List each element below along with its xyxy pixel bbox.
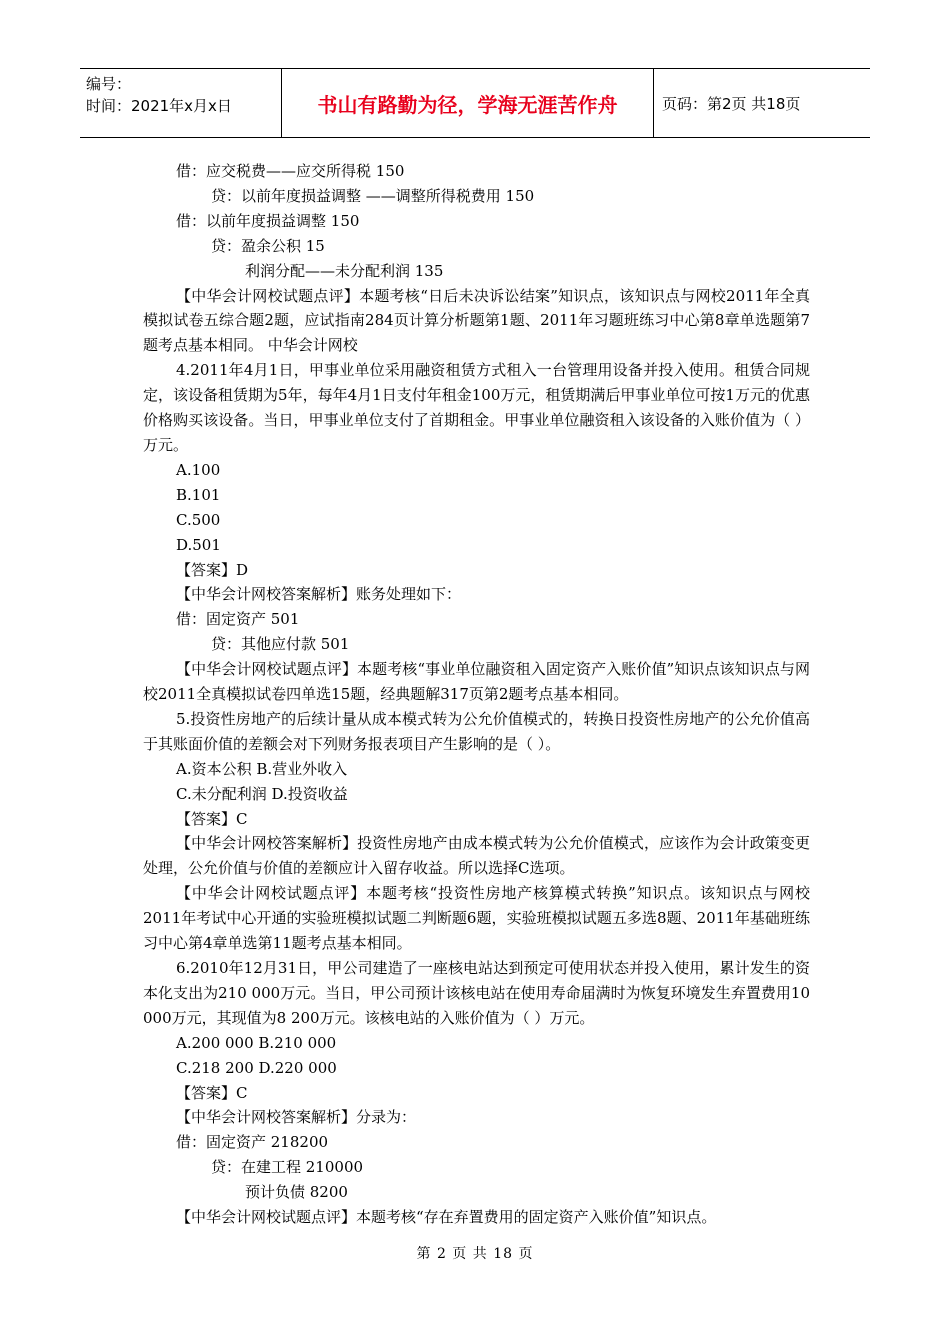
text-line: 利润分配——未分配利润 135 <box>245 261 444 280</box>
text-line: 【答案】C <box>176 1083 248 1102</box>
text-line: 【答案】C <box>176 809 248 828</box>
paragraph: 【中华会计网校试题点评】本题考核“投资性房地产核算模式转换”知识点。该知识点与网校2011年考试中心开通的实验班模拟试题二判断题6题，实验班模拟试题五多选8题、2011年基础班练习中心第4章单选第11题考点基本相同。 <box>143 884 810 953</box>
text-line: 预计负债 8200 <box>245 1183 348 1202</box>
page-footer: 第 2 页 共 18 页 <box>416 1246 534 1262</box>
paragraph: 【中华会计网校试题点评】本题考核“日后未决诉讼结案”知识点，该知识点与网校2011年全真模拟试卷五综合题2题，应试指南284页计算分析题第1题、2011年习题班练习中心第8章单选题第7题考点基本相同。 中华会计网校 <box>143 286 810 355</box>
document-body <box>143 159 810 1230</box>
paragraph: 4.2011年4月1日，甲事业单位采用融资租赁方式租入一台管理用设备并投入使用。租赁合同规定，该设备租赁期为5年，每年4月1日支付年租金100万元，租赁期满后甲事业单位可按1万元的优惠价格购买该设备。当日，甲事业单位支付了首期租金。甲事业单位融资租入该设备的入账价值为（ ）万元。 <box>143 361 810 454</box>
text-line: 贷：在建工程 210000 <box>211 1158 364 1177</box>
paragraph: 【中华会计网校答案解析】投资性房地产由成本模式转为公允价值模式，应该作为会计政策变更处理，公允价值与价值的差额应计入留存收益。所以选择C选项。 <box>143 834 810 878</box>
text-line: C.218 200 D.220 000 <box>176 1058 337 1077</box>
text-line: C.500 <box>176 510 221 529</box>
header-motto: 书山有路勤为径，学海无涯苦作舟 <box>282 69 654 137</box>
doc-number-label: 编号： <box>86 75 132 93</box>
header-meta <box>80 69 282 137</box>
page-header <box>80 68 870 138</box>
paragraph: 5.投资性房地产的后续计量从成本模式转为公允价值模式的，转换日投资性房地产的公允价值高于其账面价值的差额会对下列财务报表项目产生影响的是（ ）。 <box>143 709 810 753</box>
text-line: 贷：盈余公积 15 <box>211 236 325 255</box>
text-line: 贷：其他应付款 501 <box>211 635 350 654</box>
paragraph: 【中华会计网校试题点评】本题考核“事业单位融资租入固定资产入账价值”知识点该知识点与网校2011全真模拟试卷四单选15题，经典题解317页第2题考点基本相同。 <box>143 660 810 704</box>
text-line: B.101 <box>176 485 221 504</box>
paragraph: 6.2010年12月31日，甲公司建造了一座核电站达到预定可使用状态并投入使用，累计发生的资本化支出为210 000万元。当日，甲公司预计该核电站在使用寿命届满时为恢复环境发生弃置费用10 000万元，其现值为8 200万元。该核电站的入账价值为（ ）万元。 <box>143 959 810 1027</box>
doc-date-label: 时间：2021年x月x日 <box>86 97 232 115</box>
text-line: 贷：以前年度损益调整 ——调整所得税费用 150 <box>211 186 535 205</box>
text-line: 【答案】D <box>176 560 249 579</box>
text-line: D.501 <box>176 535 221 554</box>
text-line: 借：以前年度损益调整 150 <box>176 211 360 230</box>
text-line: A.资本公积 B.营业外收入 <box>176 759 348 778</box>
text-line: 【中华会计网校试题点评】本题考核“存在弃置费用的固定资产入账价值”知识点。 <box>176 1208 717 1227</box>
text-line: A.200 000 B.210 000 <box>176 1033 337 1052</box>
text-line: 借：固定资产 501 <box>176 610 300 629</box>
header-page-info: 页码：第2页 共18页 <box>662 94 801 113</box>
text-line: 借：应交税费——应交所得税 150 <box>176 162 405 180</box>
text-line: 【中华会计网校答案解析】分录为： <box>176 1108 417 1127</box>
text-line: A.100 <box>176 460 221 479</box>
text-line: C.未分配利润 D.投资收益 <box>176 784 348 803</box>
text-line: 【中华会计网校答案解析】账务处理如下： <box>176 585 462 604</box>
text-line: 借：固定资产 218200 <box>176 1133 329 1152</box>
